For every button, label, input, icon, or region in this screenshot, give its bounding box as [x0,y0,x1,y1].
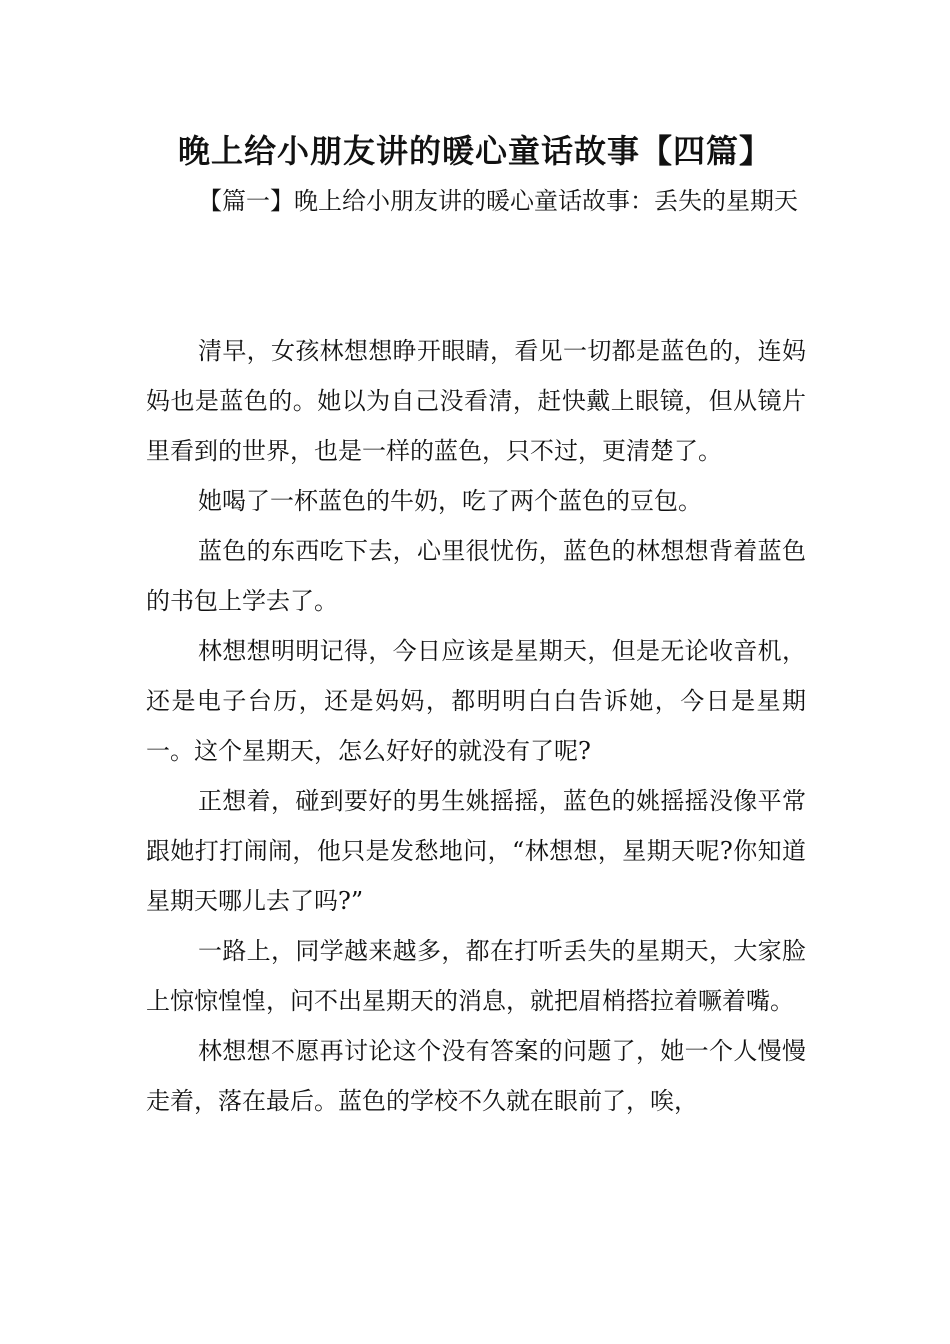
paragraph-6: 一路上，同学越来越多，都在打听丢失的星期天，大家脸上惊惊惶惶，问不出星期天的消息，就把眉梢搭拉着噘着嘴。 [146,937,806,1015]
paragraph-5: 正想着，碰到要好的男生姚摇摇，蓝色的姚摇摇没像平常跟她打打闹闹，他只是发愁地问，“林想想，星期天呢?你知道星期天哪儿去了吗?” [146,787,806,915]
paragraph-2: 她喝了一杯蓝色的牛奶，吃了两个蓝色的豆包。 [198,487,702,515]
paragraph-1: 清早，女孩林想想睁开眼睛，看见一切都是蓝色的，连妈妈也是蓝色的。她以为自己没看清，赶快戴上眼镜，但从镜片里看到的世界，也是一样的蓝色，只不过，更清楚了。 [146,337,806,465]
document-body [146,176,806,1126]
blank-spacer [146,226,806,326]
document-title: 晚上给小朋友讲的暖心童话故事【四篇】 [177,132,772,170]
section-heading: 【篇一】晚上给小朋友讲的暖心童话故事：丢失的星期天 [198,187,798,215]
paragraph-7: 林想想不愿再讨论这个没有答案的问题了，她一个人慢慢走着，落在最后。蓝色的学校不久就在眼前了，唉， [146,1037,806,1115]
paragraph-4: 林想想明明记得，今日应该是星期天，但是无论收音机，还是电子台历，还是妈妈，都明明白白告诉她，今日是星期一。这个星期天，怎么好好的就没有了呢? [146,637,806,765]
paragraph-3: 蓝色的东西吃下去，心里很忧伤，蓝色的林想想背着蓝色的书包上学去了。 [146,537,806,615]
